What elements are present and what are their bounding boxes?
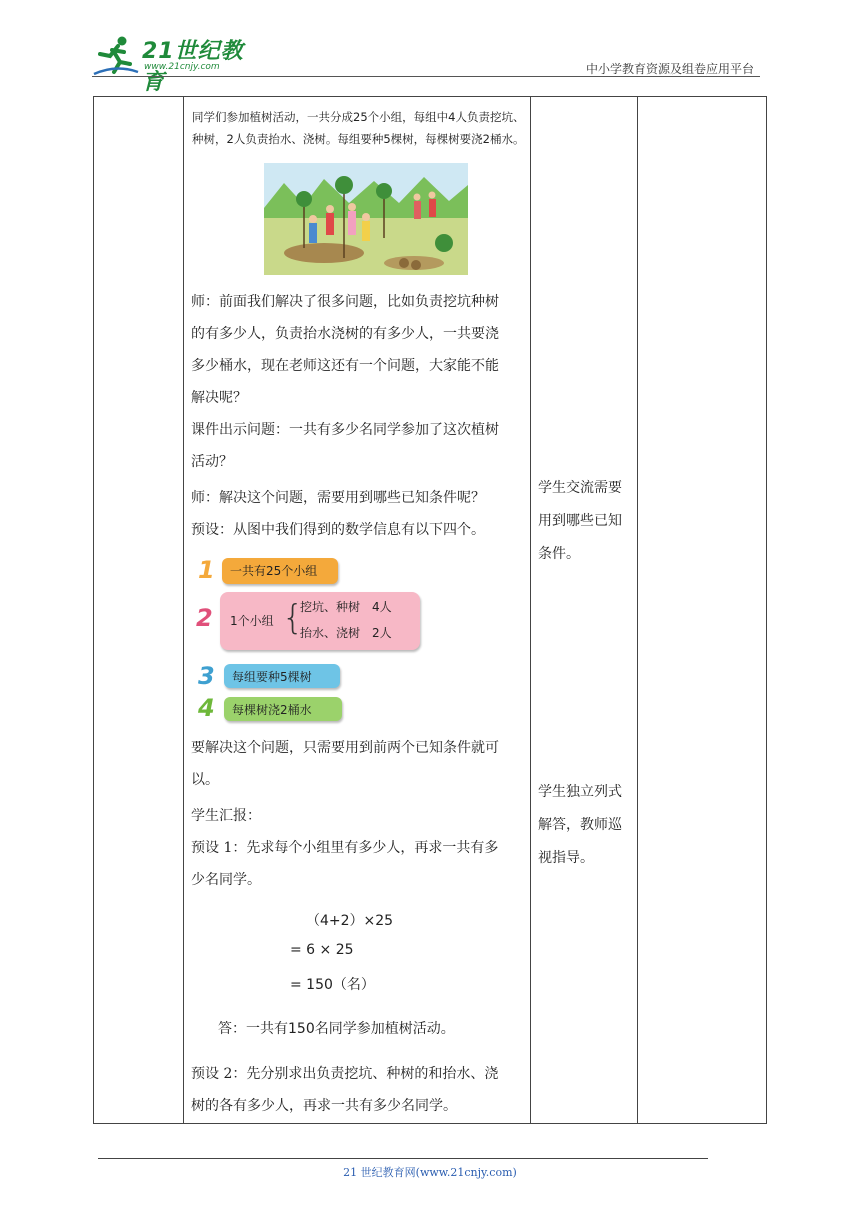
site-logo[interactable] xyxy=(92,32,262,95)
text-line: 树的各有多少人，再求一共有多少名同学。 xyxy=(191,1098,457,1114)
text-line: 以。 xyxy=(191,772,219,788)
student-note-1 xyxy=(538,472,634,571)
number-badge-2: 2 xyxy=(196,604,213,632)
student-note-2 xyxy=(538,776,634,875)
column-divider xyxy=(637,97,638,1123)
logo-url: www.21cnjy.com xyxy=(144,62,220,72)
condition-1: 一共有25个小组 xyxy=(222,558,338,584)
text-line: 学生汇报： xyxy=(191,808,261,824)
courseware-question xyxy=(191,414,525,478)
text-line: 师：解决这个问题，需要用到哪些已知条件呢？ xyxy=(191,490,485,506)
text-line: 预设：从图中我们得到的数学信息有以下四个。 xyxy=(191,522,485,538)
problem-line: 种树，2人负责抬水、浇树。每组要种5棵树，每棵树要浇2桶水。 xyxy=(192,132,525,146)
condition-2-group: 1个小组 xyxy=(230,614,274,628)
problem-statement xyxy=(192,106,532,150)
preset-2 xyxy=(191,1058,525,1122)
condition-2-row: 挖坑、种树 4人 xyxy=(300,600,392,614)
condition-3: 每组要种5棵树 xyxy=(224,664,340,688)
logo-text: 21世纪教育 xyxy=(142,39,244,95)
brace-icon: { xyxy=(282,598,304,638)
text-line: 解决呢？ xyxy=(191,390,247,406)
column-divider xyxy=(530,97,531,1123)
need-conditions xyxy=(191,732,525,796)
number-badge-4: 4 xyxy=(198,694,215,722)
platform-title: 中小学教育资源及组卷应用平台 xyxy=(585,62,754,76)
formula-line-1: （4+2）×25 xyxy=(306,913,394,929)
text-line: 条件。 xyxy=(538,546,580,562)
condition-4: 每棵树浇2桶水 xyxy=(224,697,342,721)
condition-2-row: 抬水、浇树 2人 xyxy=(300,626,392,640)
text-line: 学生独立列式 xyxy=(538,784,622,800)
formula-line-2: = 6 × 25 xyxy=(290,942,354,958)
column-divider xyxy=(183,97,184,1123)
text-line: 多少桶水，现在老师这还有一个问题，大家能不能 xyxy=(191,358,499,374)
problem-line: 同学们参加植树活动，一共分成25个小组，每组中4人负责挖坑、 xyxy=(192,110,525,124)
preset-1 xyxy=(191,832,525,896)
page-header xyxy=(92,28,760,95)
student-report xyxy=(191,800,525,832)
footer-divider xyxy=(98,1158,708,1159)
text-line: 视指导。 xyxy=(538,850,594,866)
text-line: 少名同学。 xyxy=(191,872,261,888)
text-line: 用到哪些已知 xyxy=(538,513,622,529)
text-line: 学生交流需要 xyxy=(538,480,622,496)
text-line: 预设 1：先求每个小组里有多少人，再求一共有多 xyxy=(191,840,499,856)
text-line: 课件出示问题：一共有多少名同学参加了这次植树 xyxy=(191,422,499,438)
header-divider xyxy=(92,76,760,77)
condition-2 xyxy=(220,592,420,650)
number-badge-1: 1 xyxy=(198,556,215,584)
number-badge-3: 3 xyxy=(198,662,215,690)
formula-line-3: = 150（名） xyxy=(290,977,375,993)
teacher-ask xyxy=(191,482,525,546)
text-line: 解答，教师巡 xyxy=(538,817,622,833)
tree-planting-illustration xyxy=(264,163,468,275)
text-line: 活动？ xyxy=(191,454,233,470)
text-line: 要解决这个问题，只需要用到前两个已知条件就可 xyxy=(191,740,499,756)
text-line: 的有多少人，负责抬水浇树的有多少人，一共要浇 xyxy=(191,326,499,342)
footer-link[interactable]: 21 世纪教育网(www.21cnjy.com) xyxy=(343,1166,517,1179)
teacher-intro xyxy=(191,286,525,414)
text-line: 师：前面我们解决了很多问题，比如负责挖坑种树 xyxy=(191,294,499,310)
running-man-icon xyxy=(92,34,140,76)
answer-line: 答：一共有150名同学参加植树活动。 xyxy=(218,1021,455,1037)
text-line: 预设 2：先分别求出负责挖坑、种树的和抬水、浇 xyxy=(191,1066,499,1082)
